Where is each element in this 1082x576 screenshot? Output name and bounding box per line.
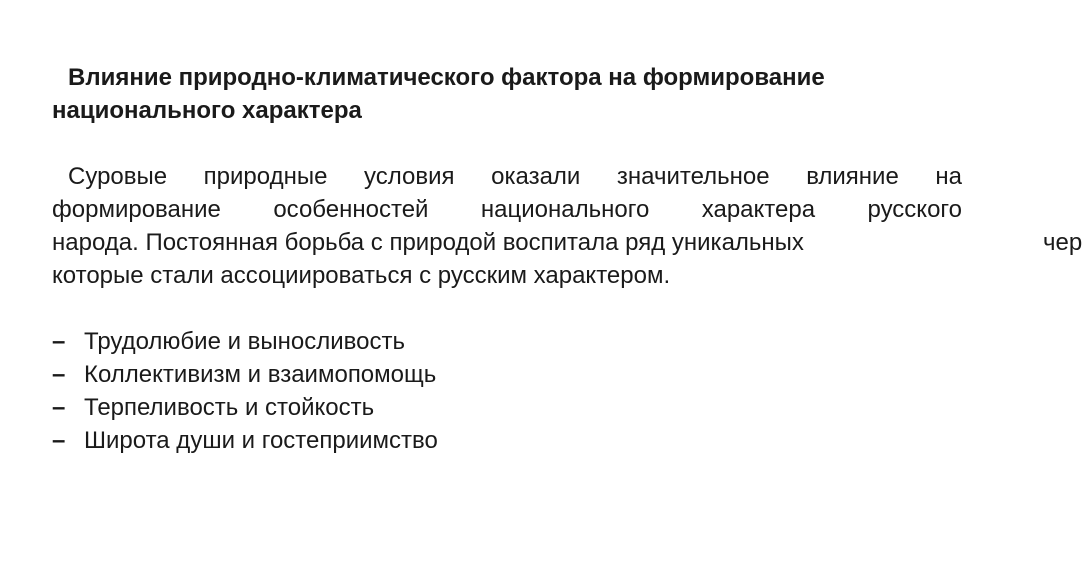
paragraph-line: формирование особенностей национального характера русского bbox=[52, 196, 962, 223]
dash-bullet: – bbox=[52, 427, 66, 454]
list-item bbox=[52, 424, 438, 457]
list-item bbox=[52, 358, 438, 391]
list-item-text: Терпеливость и стойкость bbox=[84, 394, 375, 421]
list-item-text: Коллективизм и взаимопомощь bbox=[84, 361, 437, 388]
list-item bbox=[52, 391, 438, 424]
body-paragraph bbox=[52, 160, 1082, 292]
dash-bullet: – bbox=[52, 328, 66, 355]
list-item bbox=[52, 325, 438, 358]
paragraph-overflow-text: чер bbox=[1043, 229, 1082, 256]
list-item-text: Трудолюбие и выносливость bbox=[84, 328, 405, 355]
dash-bullet: – bbox=[52, 361, 66, 388]
slide-title: Влияние природно-климатического фактора на формирование национального характера bbox=[52, 64, 825, 124]
traits-list bbox=[52, 325, 438, 457]
paragraph-line: Суровые природные условия оказали значительное влияние на bbox=[68, 163, 962, 190]
paragraph-line: народа. Постоянная борьба с природой воспитала ряд уникальных bbox=[52, 229, 804, 256]
paragraph-line: которые стали ассоциироваться с русским характером. bbox=[52, 262, 671, 289]
dash-bullet: – bbox=[52, 394, 66, 421]
list-item-text: Широта души и гостеприимство bbox=[84, 427, 438, 454]
